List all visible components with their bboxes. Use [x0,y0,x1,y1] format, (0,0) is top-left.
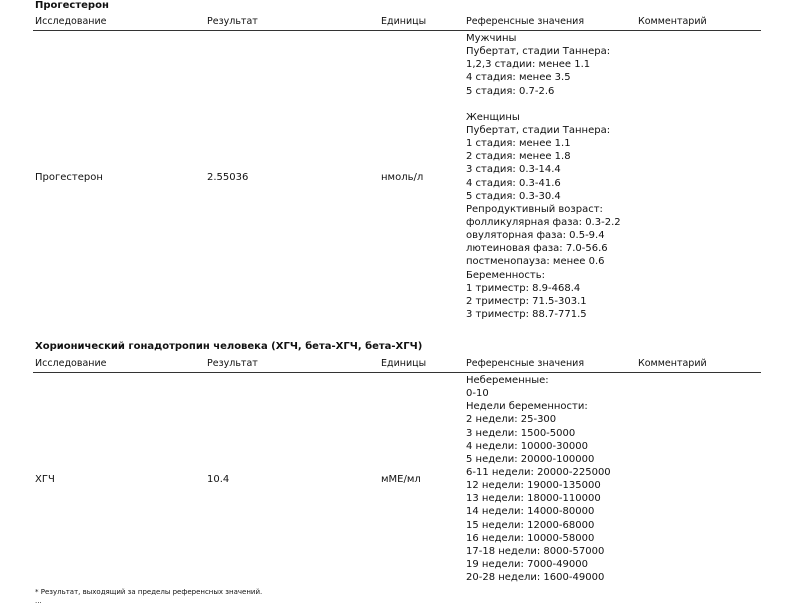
header-result: Результат [207,16,258,27]
header-units: Единицы [381,358,427,369]
reference-line: овуляторная фаза: 0.5-9.4 [466,230,605,242]
reference-line: 5 стадия: 0.3-30.4 [466,190,561,202]
footnote: * Результат, выходящий за пределы референсных значений. [35,588,263,596]
header-test: Исследование [35,16,107,27]
header-reference: Референсные значения [466,358,585,369]
table-header-hcg [33,358,761,373]
reference-line: 5 недели: 20000-100000 [466,453,595,465]
reference-line: 16 недели: 10000-58000 [466,532,595,544]
reference-line: 12 недели: 19000-135000 [466,480,601,492]
reference-line: 14 недели: 14000-80000 [466,506,595,518]
table-header-progesterone [33,16,761,31]
test-name: ХГЧ [35,474,55,485]
reference-line: 19 недели: 7000-49000 [466,558,588,570]
header-result: Результат [207,358,258,369]
reference-line: Беременность: [466,269,545,281]
reference-line: Женщины [466,111,520,123]
reference-line: 13 недели: 18000-110000 [466,493,601,505]
reference-line: 3 стадия: 0.3-14.4 [466,164,561,176]
reference-line: 15 недели: 12000-68000 [466,519,595,531]
reference-line: постменопауза: менее 0.6 [466,256,605,268]
reference-values [466,32,621,321]
header-comment: Комментарий [638,358,707,369]
reference-line: 17-18 недели: 8000-57000 [466,545,605,557]
reference-line: 2 стадия: менее 1.8 [466,151,571,163]
units-value: нмоль/л [381,172,424,183]
reference-line: 0-10 [466,388,489,400]
reference-line: лютеиновая фаза: 7.0-56.6 [466,243,608,255]
reference-line: 6-11 недели: 20000-225000 [466,466,611,478]
reference-line: Пубертат, стадии Таннера: [466,124,611,136]
reference-line: 1,2,3 стадии: менее 1.1 [466,59,591,71]
reference-line [466,98,621,111]
result-value: 2.55036 [207,172,249,183]
result-value: 10.4 [207,474,230,485]
reference-line: 5 стадия: 0.7-2.6 [466,85,555,97]
test-name: Прогестерон [35,172,103,183]
reference-line: 3 триместр: 88.7-771.5 [466,308,587,320]
section-title-hcg: Хорионический гонадотропин человека (ХГЧ, бета-ХГЧ, бета-ХГЧ) [35,341,423,352]
reference-line: Недели беременности: [466,401,588,413]
section-title-progesterone: Прогестерон [35,0,109,11]
units-value: мМЕ/мл [381,474,421,485]
reference-line: 20-28 недели: 1600-49000 [466,572,605,584]
footnote-partial: ... [35,597,42,605]
header-comment: Комментарий [638,16,707,27]
reference-line: 4 стадия: менее 3.5 [466,72,571,84]
reference-line: Пубертат, стадии Таннера: [466,46,611,58]
reference-line: Репродуктивный возраст: [466,203,603,215]
reference-line: Небеременные: [466,375,549,386]
reference-line: 1 триместр: 8.9-468.4 [466,282,581,294]
reference-line: Мужчины [466,33,517,44]
reference-line: 2 триместр: 71.5-303.1 [466,295,587,307]
reference-line: фолликулярная фаза: 0.3-2.2 [466,216,621,228]
reference-line: 3 недели: 1500-5000 [466,427,576,439]
reference-line: 1 стадия: менее 1.1 [466,138,571,150]
reference-line: 4 недели: 10000-30000 [466,440,588,452]
reference-line: 4 стадия: 0.3-41.6 [466,177,561,189]
header-units: Единицы [381,16,427,27]
reference-line: 2 недели: 25-300 [466,414,557,426]
reference-values [466,374,611,584]
header-reference: Референсные значения [466,16,585,27]
header-test: Исследование [35,358,107,369]
